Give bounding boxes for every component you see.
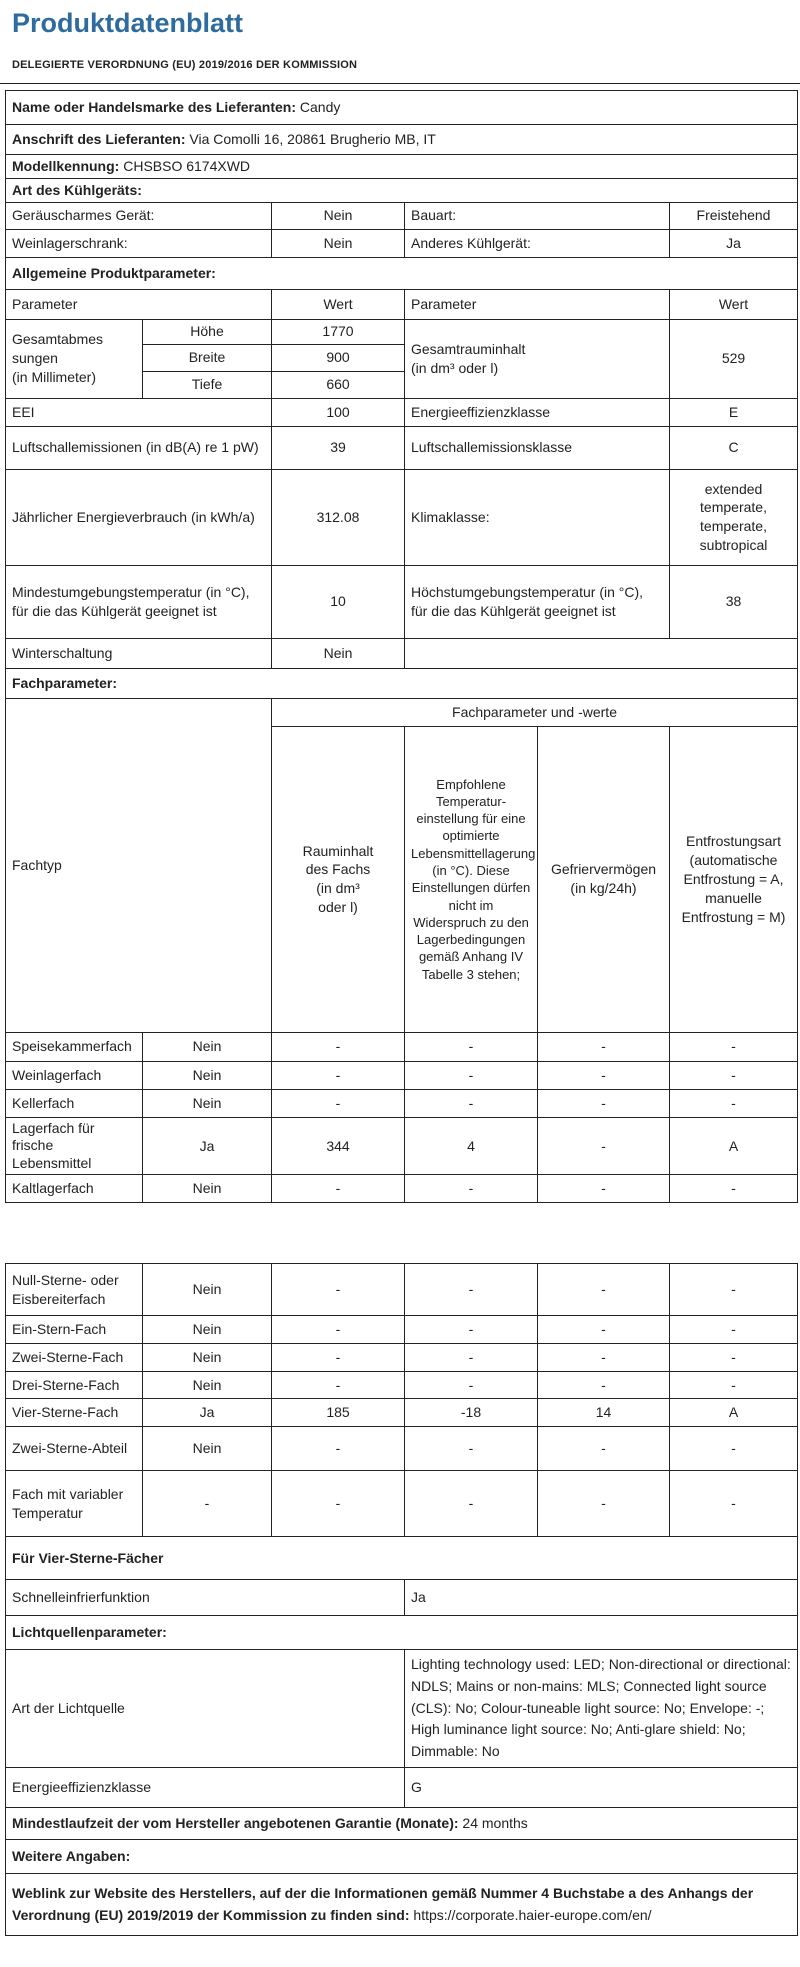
noise-class-label: Luftschallemissionsklasse [405,426,670,469]
model-label: Modellkennung: [12,158,120,174]
value-column-header: Wert [272,289,405,319]
low-noise-label: Geräuscharmes Gerät: [6,202,272,229]
general-heading: Allgemeine Produktparameter: [6,257,798,289]
datasheet-table-main [5,90,798,1203]
light-type-value: Lighting technology used: LED; Non-directional or directional: NDLS; Mains or non-mains: MLS; Connected light source (CLS): No; Colour-tuneable light source: No; Envelope: -; High luminance light source: No; Anti-glare shield: No; Dimmable: No [405,1650,798,1768]
regulation-subtitle: DELEGIERTE VERORDNUNG (EU) 2019/2016 DER KOMMISSION [12,59,358,71]
freezing-capacity-column-header: Gefriervermögen (in kg/24h) [538,726,670,1032]
eei-label: EEI [6,398,272,426]
further-heading: Weitere Angaben: [6,1840,798,1874]
warranty-label: Mindestlaufzeit der vom Hersteller angebotenen Garantie (Monate): [12,1815,459,1832]
supplier-address-value: Via Comolli 16, 20861 Brugherio MB, IT [189,131,436,148]
eei-row [6,398,798,426]
supplier-name-value: Candy [299,99,341,116]
energy-class-value: E [670,398,798,426]
table-row: Lagerfach für frische Lebensmittel Ja 344 4 - A [6,1117,798,1175]
header-rule [0,83,800,84]
weblink-row [6,1874,798,1936]
winter-value: Nein [272,638,405,668]
model-value: CHSBSO 6174XWD [123,158,251,174]
compartment-type-header: Fachtyp [6,698,272,1032]
width-label: Breite [143,344,272,371]
quick-freeze-value: Ja [405,1580,798,1616]
other-appliance-label: Anderes Kühlgerät: [405,229,670,257]
defrost-column-header: Entfrostungsart (automatische Entfrostung = A, manuelle Entfrostung = M) [670,726,798,1032]
height-value: 1770 [272,319,405,344]
table-row: Speisekammerfach Nein - - - - [6,1032,798,1061]
table-row: Zwei-Sterne-Abteil Nein - - - - [6,1427,798,1471]
type-heading: Art des Kühlgeräts: [6,178,798,202]
design-type-label: Bauart: [405,202,670,229]
four-star-heading-row [6,1537,798,1580]
quick-freeze-row [6,1580,798,1616]
type-heading-row [6,178,798,202]
table-row: Kaltlagerfach Nein - - - - [6,1175,798,1203]
supplier-name-label: Name oder Handelsmarke des Lieferanten: [12,99,296,116]
weblink-value[interactable]: https://corporate.haier-europe.com/en/ [413,1906,652,1923]
compartments-heading-row [6,668,798,698]
width-value: 900 [272,344,405,371]
min-temp-label: Mindestumgebungstemperatur (in °C), für die das Kühlgerät geeignet ist [6,565,272,638]
depth-label: Tiefe [143,371,272,398]
warranty-value: 24 months [462,1815,528,1832]
noise-class-value: C [670,426,798,469]
compartments-group-header-row [6,698,798,726]
noise-value: 39 [272,426,405,469]
general-column-header-row [6,289,798,319]
supplier-address-label: Anschrift des Lieferanten: [12,131,186,148]
depth-value: 660 [272,371,405,398]
table-row: Fach mit variabler Temperatur - - - - - [6,1471,798,1537]
param-column-header: Parameter [6,289,272,319]
table-row: Weinlagerfach Nein - - - - [6,1061,798,1089]
volume-column-header: Rauminhalt des Fachs (in dm³ oder l) [272,726,405,1032]
energy-class-label: Energieeffizienzklasse [405,398,670,426]
max-temp-label: Höchstumgebungstemperatur (in °C), für die das Kühlgerät geeignet ist [405,565,670,638]
height-row [6,319,798,344]
total-volume-label: Gesamtrauminhalt (in dm³ oder l) [405,319,670,398]
temperature-row [6,565,798,638]
compartments-heading: Fachparameter: [6,668,798,698]
table-row: Zwei-Sterne-Fach Nein - - - - [6,1344,798,1372]
light-type-row [6,1650,798,1768]
weblink-label: Weblink zur Website des Herstellers, auf der die Informationen gemäß Nummer 4 Buchstabe a des Anhangs der Verordnung (EU) 2019/2019 der Kommission zu finden sind: [12,1884,754,1923]
table-row: Ein-Stern-Fach Nein - - - - [6,1316,798,1344]
other-appliance-value: Ja [670,229,798,257]
noise-row [6,426,798,469]
max-temp-value: 38 [670,565,798,638]
datasheet-table-continued [5,1263,798,1936]
eei-value: 100 [272,398,405,426]
winter-label: Winterschaltung [6,638,272,668]
wine-cabinet-value: Nein [272,229,405,257]
light-class-value: G [405,1768,798,1808]
page-title: Produktdatenblatt [12,8,244,38]
total-volume-value: 529 [670,319,798,398]
four-star-heading: Für Vier-Sterne-Fächer [6,1537,798,1580]
design-type-value: Freistehend [670,202,798,229]
light-class-row [6,1768,798,1808]
annual-energy-value: 312.08 [272,469,405,565]
table-row: Drei-Sterne-Fach Nein - - - - [6,1372,798,1399]
further-heading-row [6,1840,798,1874]
quick-freeze-label: Schnelleinfrierfunktion [6,1580,405,1616]
light-heading: Lichtquellenparameter: [6,1616,798,1650]
light-heading-row [6,1616,798,1650]
low-noise-value: Nein [272,202,405,229]
annual-energy-label: Jährlicher Energieverbrauch (in kWh/a) [6,469,272,565]
energy-row [6,469,798,565]
winter-row [6,638,798,668]
climate-class-label: Klimaklasse: [405,469,670,565]
climate-class-value: extended temperate, temperate, subtropical [670,469,798,565]
table-row: Kellerfach Nein - - - - [6,1089,798,1117]
type-row-1 [6,202,798,229]
param-column-header-2: Parameter [405,289,670,319]
temperature-column-header: Empfohlene Temperatur-einstellung für eine optimierte Lebensmittellagerung (in °C). Diese Einstellungen dürfen nicht im Widerspruch zu den Lagerbedingungen gemäß Anhang IV Tabelle 3 stehen; [405,726,538,1032]
min-temp-value: 10 [272,565,405,638]
noise-label: Luftschallemissionen (in dB(A) re 1 pW) [6,426,272,469]
light-type-label: Art der Lichtquelle [6,1650,405,1768]
warranty-row [6,1808,798,1840]
model-row [6,155,798,179]
table-row: Null-Sterne- oder Eisbereiterfach Nein - - - - [6,1264,798,1316]
compartment-values-header: Fachparameter und -werte [272,698,798,726]
table-row: Vier-Sterne-Fach Ja 185 -18 14 A [6,1399,798,1427]
type-row-2 [6,229,798,257]
supplier-name-row [6,91,798,125]
light-class-label: Energieeffizienzklasse [6,1768,405,1808]
height-label: Höhe [143,319,272,344]
wine-cabinet-label: Weinlagerschrank: [6,229,272,257]
general-heading-row [6,257,798,289]
dimensions-label: Gesamtabmes sungen (in Millimeter) [6,319,143,398]
supplier-address-row [6,125,798,155]
value-column-header-2: Wert [670,289,798,319]
